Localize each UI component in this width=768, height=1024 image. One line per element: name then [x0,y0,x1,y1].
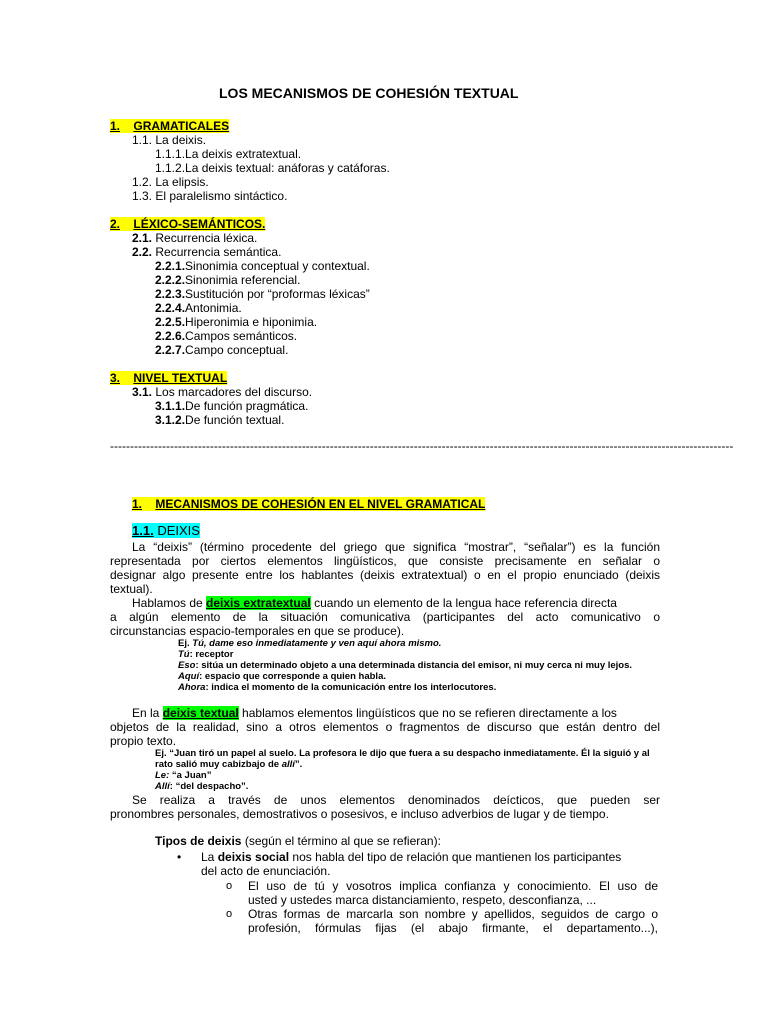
outline-section-2 [110,217,265,231]
paragraph-line: pronombres personales, demostrativos o posesivos, e incluso adverbios de lugar y de tiempo. [110,807,609,821]
highlight-term: deixis textual [162,706,239,720]
outline-item-2-2-7: 2.2.7.Campo conceptual. [155,343,289,357]
bullet-icon: • [177,850,182,864]
outline-item-1-2: 1.2. La elipsis. [132,175,209,189]
paragraph-line: representada por ciertos elementos lingüísticos, que consiste precisamente en señalar o [110,554,660,568]
paragraph-line: circunstancias espacio-temporales en que se produce). [110,624,405,638]
outline-item-3-1: 3.1. Los marcadores del discurso. [132,385,313,399]
paragraph-line: textual). [110,582,153,596]
paragraph-line: Hablamos de deixis extratextual cuando un elemento de la lengua hace referencia directa [132,596,617,610]
example-line: Ej. Tú, dame eso inmediatamente y ven aquí ahora mismo. [178,638,442,649]
section-number: 1. [110,119,121,133]
outline-item-1-3: 1.3. El paralelismo sintáctico. [132,189,288,203]
body-section-heading: 1. MECANISMOS DE COHESIÓN EN EL NIVEL GRAMATICAL [132,497,486,511]
outline-item-1-1-2: 1.1.2.La deixis textual: anáforas y catáforas. [155,161,390,175]
dashed-divider: ------------------------------------------------------------------------------------------------------------------------------------------------------------ [110,439,734,453]
outline-item-2-2-6: 2.2.6.Campos semánticos. [155,329,298,343]
paragraph-line: La “deixis” (término procedente del griego que significa “mostrar”, “señalar”) es la función [132,540,660,554]
example-line: Ej. “Juan tiró un papel al suelo. La profesora le dijo que fuera a su despacho inmediatamente. Él la siguió y al [155,748,650,759]
example-line: Aquí: espacio que corresponde a quien habla. [178,671,386,682]
paragraph-line: En la deixis textual hablamos elementos lingüísticos que no se refieren directamente a los [132,706,617,720]
example-line: Le: “a Juan” [155,770,212,781]
highlight-term: deixis extratextual [206,596,311,610]
outline-item-2-2-5: 2.2.5.Hiperonimia e hiponimia. [155,315,318,329]
document-title: LOS MECANISMOS DE COHESIÓN TEXTUAL [219,85,519,101]
sub-list-item: Otras formas de marcarla son nombre y apellidos, seguidos de cargo o [248,907,658,921]
example-line: rato salió muy cabizbajo de allí”. [155,759,303,770]
example-line: Eso: sitúa un determinado objeto a una determinada distancia del emisor, ni muy cerca ni muy lejos. [178,660,633,671]
sub-bullet-icon: o [226,908,233,920]
outline-item-1-1-1: 1.1.1.La deixis extratextual. [155,147,302,161]
outline-item-3-1-1: 3.1.1.De función pragmática. [155,399,309,413]
example-line: Ahora: indica el momento de la comunicación entre los interlocutores. [178,682,497,693]
paragraph-line: Se realiza a través de unos elementos denominados deícticos, que pueden ser [132,793,660,807]
list-item-line: del acto de enunciación. [201,864,331,878]
list-item: La deixis social nos habla del tipo de relación que mantienen los participantes [201,850,622,864]
outline-item-2-2-2: 2.2.2.Sinonimia referencial. [155,273,301,287]
section-label: NIVEL TEXTUAL [133,371,228,385]
outline-item-1-1: 1.1. La deixis. [132,133,207,147]
outline-item-2-2-1: 2.2.1.Sinonimia conceptual y contextual. [155,259,370,273]
outline-item-2-1: 2.1. Recurrencia léxica. [132,231,258,245]
paragraph-line: designar algo presente entre los hablantes (deixis extratextual) o en el propio enunciado (deixis [110,568,660,582]
list-intro: Tipos de deixis (según el término al que se refieran): [155,834,441,848]
section-number: 3. [110,371,121,385]
outline-item-2-2: 2.2. Recurrencia semántica. [132,245,282,259]
body-subheading-deixis: 1.1. DEIXIS [132,523,200,538]
sub-list-item-line: profesión, fórmulas fijas (el abajo firmante, el departamento...), [248,921,658,935]
outline-item-2-2-4: 2.2.4.Antonimia. [155,301,242,315]
outline-section-3 [110,371,227,385]
sub-list-item-line: usted y ustedes marca distanciamiento, respeto, desconfianza, ... [248,893,597,907]
paragraph-line: propio texto. [110,734,177,748]
example-line: Allí: “del despacho”. [155,781,249,792]
sub-list-item: El uso de tú y vosotros implica confianza y conocimiento. El uso de [248,879,658,893]
section-label: GRAMATICALES [133,119,230,133]
paragraph-line: a algún elemento de la situación comunicativa (participantes del acto comunicativo o [110,610,660,624]
outline-section-1 [110,119,229,133]
section-number: 2. [110,217,121,231]
paragraph-line: objetos de la realidad, sino a otros elementos o fragmentos de discurso que están dentro del [110,720,660,734]
example-line: Tú: receptor [178,649,234,660]
section-label: LÉXICO-SEMÁNTICOS. [133,217,266,231]
sub-bullet-icon: o [226,880,233,892]
outline-item-2-2-3: 2.2.3.Sustitución por “proformas léxicas” [155,287,370,301]
outline-item-3-1-2: 3.1.2.De función textual. [155,413,285,427]
